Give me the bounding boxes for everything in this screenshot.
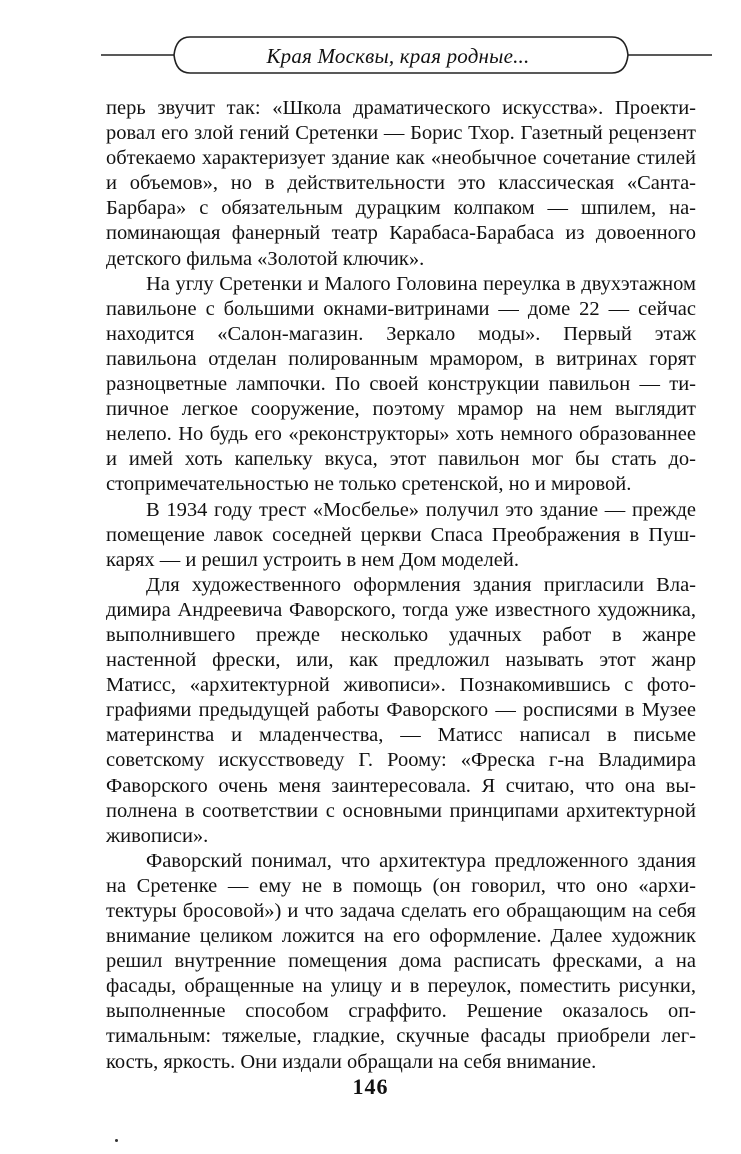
page-number: 146 — [352, 1074, 389, 1099]
running-header — [0, 0, 741, 100]
header-title: Края Москвы, края родные... — [266, 43, 530, 68]
body-text — [106, 96, 696, 1075]
paragraph: В 1934 году трест «Мосбелье» получил это здание — прежде помещение лавок соседней церкви Спаса Преображения в Пушкарях — и решил устроить в нем Дом моделей. — [106, 498, 696, 571]
print-speck — [115, 1139, 118, 1142]
paragraph: Фаворский понимал, что архитектура предложенного здания на Сретенке — ему не в помощь (он говорил, что оно «архитектуры бросовой») и что задача сделать его обращающим на себя внимание целиком ложится на его оформление. Далее художник решил внутренние помещения дома расписать фресками, а на фасады, обращенные на улицу и в переулок, поместить рисунки, выполненные способом сграффито. Решение оказалось оптимальным: тяжелые, гладкие, скучные фасады приобрели легкость, яркость. Они издали обращали на себя внимание. — [106, 849, 696, 1073]
paragraph: На углу Сретенки и Малого Головина переулка в двухэтажном павильоне с большими окнами-витринами — доме 22 — сейчас находится «Салон-магазин. Зеркало моды». Первый этаж павильона отделан полированным мрамором, в витринах горят разноцветные лампочки. По своей конструкции павильон — типичное легкое сооружение, поэтому мрамор на нем выглядит нелепо. Но будь его «реконструкторы» хоть немного образованнее и имей хоть капельку вкуса, этот павильон мог бы стать достопримечательностью не только сретенской, но и мировой. — [106, 272, 696, 496]
paragraph: перь звучит так: «Школа драматического искусства». Проектировал его злой гений Сретенки — Борис Тхор. Газетный рецензент обтекаемо характеризует здание как «необычное сочетание стилей и объемов», но в действительности это классическая «Санта-Барбара» с обязательным дурацким колпаком — шпилем, напоминающая фанерный театр Карабаса-Барабаса из довоенного детского фильма «Золотой ключик». — [106, 97, 696, 270]
paragraph: Для художественного оформления здания пригласили Владимира Андреевича Фаворского, тогда уже известного художника, выполнившего прежде несколько удачных работ в жанре настенной фрески, или, как предложил называть этот жанр Матисс, «архитектурной живописи». Познакомившись с фотографиями предыдущей работы Фаворского — росписями в Музее материнства и младенчества, — Матисс написал в письме советскому искусствоведу Г. Роому: «Фреска г-на Владимира Фаворского очень меня заинтересовала. Я считаю, что она выполнена в соответствии с основными принципами архитектурной живописи». — [106, 573, 696, 847]
